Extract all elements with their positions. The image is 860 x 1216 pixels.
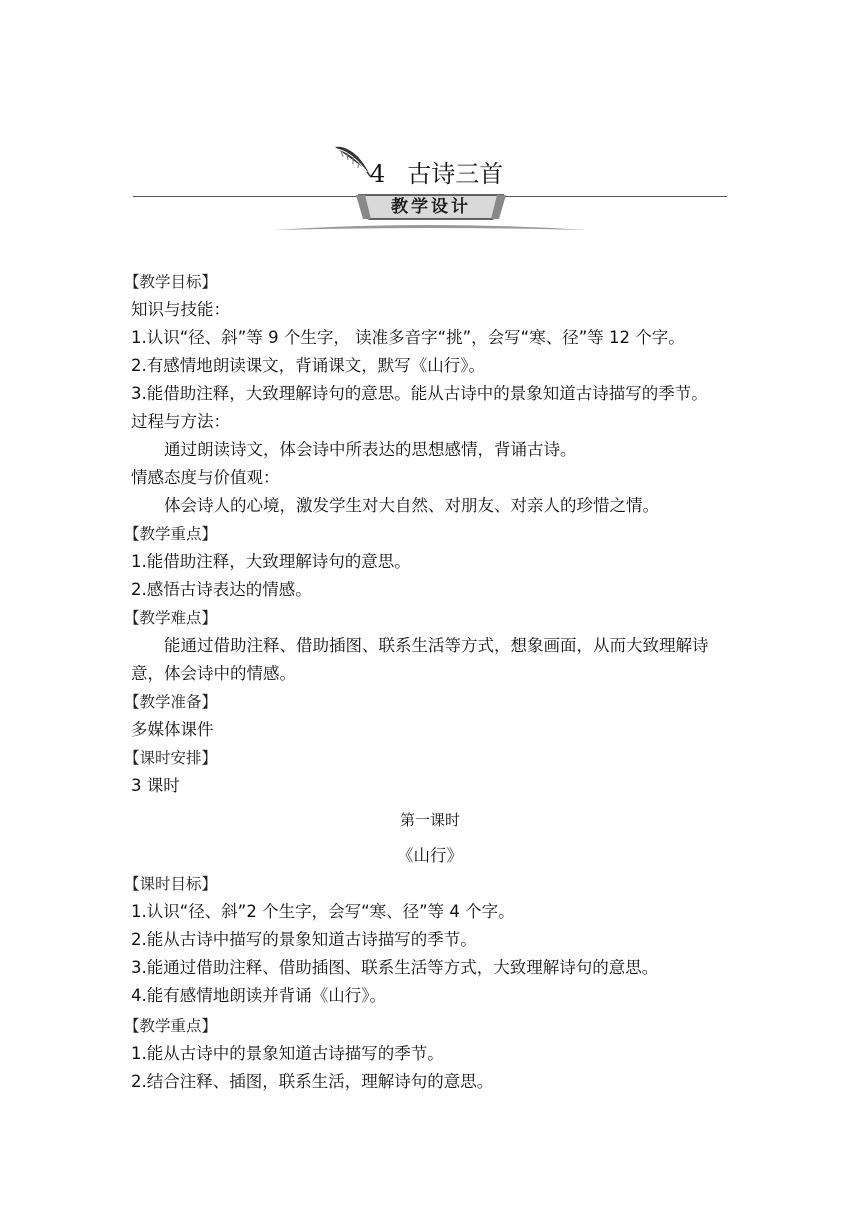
lesson-number: 4 [370, 160, 386, 188]
subheading-process-methods: 过程与方法： [131, 412, 230, 431]
goal-item-1: 1.认识“径、斜”等 9 个生字， 读准多音字“挑”，会写“寒、径”等 12 个字。 [131, 328, 685, 347]
period-goal-3: 3.能通过借助注释、借助插图、联系生活等方式，大致理解诗句的意思。 [131, 958, 659, 977]
key-point-2: 2.感悟古诗表达的情感。 [131, 580, 312, 599]
lesson-title-text: 古诗三首 [407, 160, 504, 188]
poem-title: 《山行》 [397, 846, 463, 865]
quill-icon [333, 143, 373, 179]
schedule-text: 3 课时 [131, 776, 180, 795]
goal-item-2: 2.有感情地朗读课文，背诵课文，默写《山行》。 [131, 356, 485, 375]
decorative-swoosh [270, 222, 590, 234]
subheading-knowledge-skills: 知识与技能： [131, 300, 230, 319]
goal-item-3: 3.能借助注释，大致理解诗句的意思。能从古诗中的景象知道古诗描写的季节。 [131, 384, 708, 403]
section-heading-preparation: 【教学准备】 [124, 693, 218, 711]
section-heading-period-key-points: 【教学重点】 [124, 1017, 218, 1035]
banner-label: 教学设计 [391, 197, 471, 217]
period-key-point-2: 2.结合注释、插图，联系生活，理解诗句的意思。 [131, 1072, 494, 1091]
process-methods-text: 通过朗读诗文，体会诗中所表达的思想感情，背诵古诗。 [164, 440, 577, 459]
lesson-header [0, 0, 860, 240]
period-goal-4: 4.能有感情地朗读并背诵《山行》。 [131, 986, 386, 1005]
difficulty-text-line-2: 意，体会诗中的情感。 [131, 664, 296, 683]
period-goal-2: 2.能从古诗中描写的景象知道古诗描写的季节。 [131, 930, 477, 949]
section-heading-teaching-goals: 【教学目标】 [124, 273, 218, 291]
lesson-title [370, 154, 503, 189]
section-heading-key-points: 【教学重点】 [124, 525, 218, 543]
period-goal-1: 1.认识“径、斜”2 个生字，会写“寒、径”等 4 个字。 [131, 902, 515, 921]
preparation-text: 多媒体课件 [131, 720, 214, 739]
period-key-point-1: 1.能从古诗中的景象知道古诗描写的季节。 [131, 1044, 444, 1063]
subheading-emotion-values: 情感态度与价值观： [131, 468, 280, 487]
period-heading: 第一课时 [399, 811, 460, 829]
key-point-1: 1.能借助注释，大致理解诗句的意思。 [131, 552, 411, 571]
section-heading-schedule: 【课时安排】 [124, 749, 218, 767]
section-heading-period-goals: 【课时目标】 [124, 875, 218, 893]
emotion-values-text: 体会诗人的心境，激发学生对大自然、对朋友、对亲人的珍惜之情。 [164, 496, 659, 515]
section-heading-difficulties: 【教学难点】 [124, 609, 218, 627]
difficulty-text-line-1: 能通过借助注释、借助插图、联系生活等方式，想象画面，从而大致理解诗 [164, 636, 709, 655]
